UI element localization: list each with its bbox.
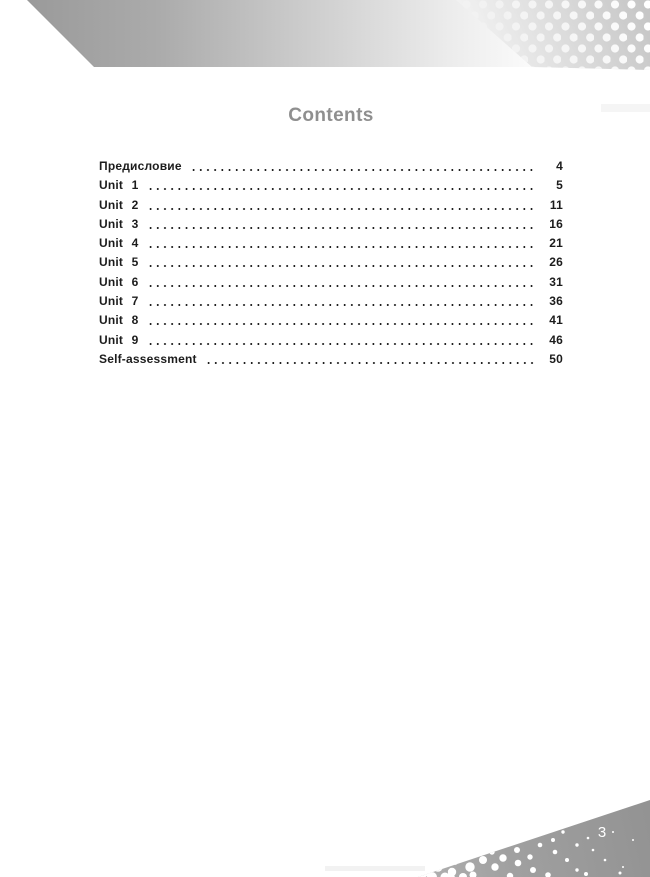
toc-entry-page: 26 [549, 255, 563, 270]
toc-entry-page: 50 [549, 351, 563, 366]
toc-entry-label: Self-assessment [99, 351, 197, 366]
wedge-triangle [418, 800, 650, 877]
toc-entry-label: Unit 7 [99, 294, 139, 309]
toc-row [99, 331, 563, 350]
toc-row [99, 253, 563, 272]
toc-entry-label: Unit 8 [99, 313, 139, 328]
toc-entry-label: Unit 1 [99, 178, 139, 193]
toc-leader-dots [147, 227, 536, 229]
toc-entry-page: 46 [549, 332, 563, 347]
toc-entry-label: Unit 6 [99, 274, 139, 289]
toc-leader-dots [147, 304, 536, 306]
toc-leader-dots [205, 362, 536, 364]
toc-entry-label: Предисловие [99, 159, 182, 173]
toc-leader-dots [147, 323, 536, 325]
toc-row [99, 350, 563, 369]
toc-entry-page: 21 [549, 236, 563, 251]
top-right-strip [601, 104, 650, 112]
toc-row [99, 234, 563, 253]
bottom-decor-wedge [0, 797, 650, 877]
toc-entry-page: 5 [556, 178, 563, 193]
page-title: Contents [288, 105, 374, 126]
toc-leader-dots [147, 246, 536, 248]
toc-entry-page: 41 [549, 313, 563, 328]
footer-page-number: 3 [597, 824, 607, 841]
toc-list [99, 157, 563, 369]
toc-row [99, 157, 563, 176]
toc-entry-page: 36 [549, 294, 563, 309]
toc-entry-page: 4 [556, 159, 563, 173]
toc-leader-dots [147, 208, 536, 210]
toc-entry-page: 16 [549, 216, 563, 231]
toc-entry-page: 11 [549, 197, 563, 212]
toc-entry-label: Unit 5 [99, 255, 139, 270]
toc-row [99, 215, 563, 234]
toc-row [99, 176, 563, 195]
toc-entry-label: Unit 9 [99, 332, 139, 347]
toc-row [99, 273, 563, 292]
toc-entry-label: Unit 2 [99, 197, 139, 212]
toc-leader-dots [147, 265, 536, 267]
toc-entry-label: Unit 3 [99, 216, 139, 231]
top-decor-band [0, 0, 650, 72]
toc-entry-page: 31 [549, 274, 563, 289]
toc-row [99, 196, 563, 215]
toc-leader-dots [190, 169, 536, 171]
toc-leader-dots [147, 188, 536, 190]
toc-leader-dots [147, 343, 536, 345]
toc-leader-dots [147, 285, 536, 287]
toc-entry-label: Unit 4 [99, 236, 139, 251]
toc-row [99, 311, 563, 330]
toc-row [99, 292, 563, 311]
